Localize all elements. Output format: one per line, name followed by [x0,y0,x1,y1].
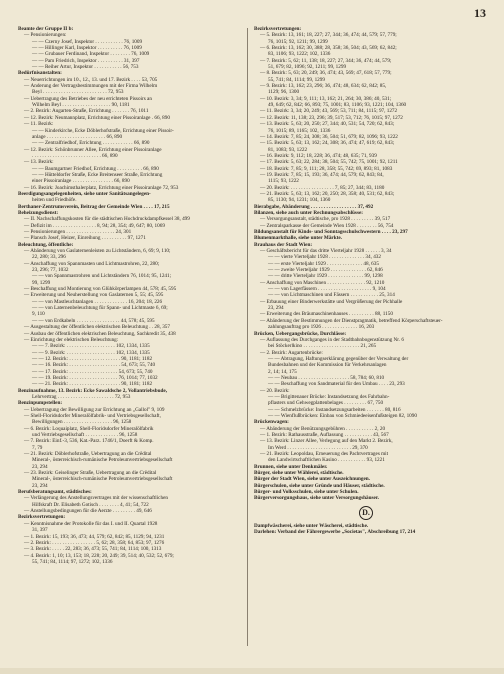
index-entry: — 6. Bezirk: 13, 162; 30, 388; 28, 358; 36, 504; 43, 569; 62, 842; [260,45,397,52]
index-entry: — Versorgungsanstalt, städtische, pro 1928 . . . . . . . . . 39, 517 [260,216,391,223]
index-heading: Bierabgabe, Abänderung . . . . . . . . . . . . . . . . . . 37, 492 [254,203,374,210]
index-entry: — Kenntnisnahme der Protokolle für das I. und II. Quartal 1928 [24,520,158,527]
index-heading: Benzinaufnahme, 13. Bezirk: Ecke Sawaldsche 2, Vollantriebsbude, [18,387,168,394]
index-entry: — 4. Bezirk: 1, 10; 13, 153; 18, 228; 20, 249; 39, 514; 40, 532; 52, 679; [24,552,174,559]
index-entry: — Erweiterung und Neuherstellung von Gaslaternen 5, 55; 45, 595 [24,292,164,299]
index-entry: — — Abtragung, Haftungserklärung gegenüber der Verwaltung der [268,355,409,362]
index-entry: Beyl . . . . . . . . . . . . . . . . . . . . . . . . . 72, 953 [32,89,124,96]
index-entry: 51, 679; 82, 1096; 92, 1211; 99, 1299 [268,64,347,71]
index-entry: zahlungsauftrag pro 1926 . . . . . . . . . . . . . . 16, 203 [268,324,375,331]
index-heading: Darlehen: Verband der Fährergewerbe „Societas", Abschreibung 17, 214 [254,529,416,536]
index-entry: 7, 79 [32,444,43,451]
index-entry: — 21. Bezirk: Döblerhofstraße, Uebertragung an die Crêdital [24,451,152,458]
index-heading: Brunnen, siehe unter Denkmäler. [254,463,328,470]
index-entry: — Verlängerung des Anstellungsvertrages mit der wissenschaftlichen [24,495,168,502]
index-entry: — 14. Bezirk: 7, 85; 24, 308; 36, 504; 51, 679; 82, 1096; 93, 1222 [260,133,398,140]
index-entry: — Ausgestaltung der öffentlichen elektrischen Beleuchtung . . 28, 357 [24,324,170,331]
index-entry: — Uebertragung der Bewilligung zur Errichtung an „Gallol" 9, 109 [24,406,165,413]
index-entry: — Anschaffung von Maschinen . . . . . . . . . . . . . . . 92, 1210 [260,279,385,286]
index-entry: — — von Lichtmaschinen und Fässern . . . . . . . . . . . 25, 314 [268,292,395,299]
index-entry: — 17. Bezirk: 5, 63; 22, 284; 38, 504; 55, 742; 75, 1001; 92, 1211 [260,159,398,166]
page-number: 13 [474,6,486,20]
index-entry: — 23. Bezirk: Geiselinger Straße, Uebertragung an die Crêdital [24,470,157,477]
index-entry: — — Czerny Josef, Inspektor . . . . . . . . . . . 76, 1009 [32,38,143,45]
index-entry: Lehrvertrag . . . . . . . . . . . . . . . . . . . . . . 72, 953 [32,393,131,400]
index-column-right [254,26,478,535]
index-entry: — Einrichtung der elektrischen Beleuchtung: [24,336,119,343]
index-heading: Beleuchtung, öffentliche: [18,241,74,248]
index-entry: — — von Laternenbeleuchtung für Spann- und Lichtmaste 6, 69; [32,305,168,312]
index-entry: — Auflassung des Durchganges in der Stadtbahnbogenstützung Nr. 6 [260,336,404,343]
index-entry: — — 7. Bezirk: . . . . . . . . . . . . . . . . . . . 102, 1334, 1335 [32,343,150,350]
index-entry: — — Hillinger Karl, Inspektor . . . . . . . . . . 76, 1009 [32,45,142,52]
index-entry: — Änderung der Vertragsbestimmungen mit der Firma Wilhelm [24,83,158,90]
index-entry: — — Wienflußbrücken: Einbau von Schmiedeeisenfußsteigen 82, 1090 [268,412,417,419]
index-entry: — — vierte Vierteljahr 1928 . . . . . . . . . . . . . . 34, 432 [268,254,381,261]
index-entry: — Abänderung der Benützungsgebühren . . . . . . . . . . . 2, 20 [260,425,386,432]
index-heading: Bildungsanstalt für Kinds- und Sonntagsschulschwestern . . . . 23, 297 [254,229,408,235]
index-entry: — Plansch Josef, Heizer, Einreihung . . . . . . . . . . 97, 1271 [24,235,146,242]
index-entry: — 13. Bezirk: 5, 63; 20, 250; 27, 344; 40, 531; 54, 720; 62, 843; [260,121,395,128]
index-entry: — 16. Bezirk: Joachimsthalerplatz, Errichtung einer Pissoiranlage 72, 953 [24,184,179,191]
index-entry: — 1. Bezirk: 15, 193; 36, 473; 44, 579; 62, 842; 85, 1129; 94, 1231 [24,533,165,540]
index-entry: einer Pissoiranlage . . . . . . . . . . . . . . . . 66, 890 [32,178,130,185]
index-entry: — Erbauung einer Binderwerkstätte und Vergrößerung der Pichhalle [260,298,403,305]
index-heading: Beheizungsdienst: [18,209,59,216]
index-entry: — — Zentralfriedhof, Errichtung . . . . . . . . . . . . 66, 890 [32,140,150,147]
index-heading: Bürger- und Volksschulen, siehe unter Schulen. [254,489,359,496]
index-entry: — — Reiher Artur, Inspektor . . . . . . . . . . . 56, 753 [32,64,139,71]
index-heading: Beamte der Gruppe II b: [18,26,74,32]
index-entry: 99, 1299 [32,279,51,286]
index-entry: — 18. Bezirk: 7, 85; 9, 111; 28, 358; 55, 742; 69, 893; 81, 1083 [260,165,393,172]
index-entry: — — Kinderkirche, Ecke Döblerhofstraße, Errichtung einer Pissoir- [32,127,174,134]
index-entry: — Abänderung von Gaslaternenleisten zu Lichtständern, 6, 69; 9, 110; [24,248,171,255]
index-entry: — 1. Bezirk: Rathausstraße, Auflassung . . . . . . . . . . . 43, 567 [260,432,389,438]
index-entry: — Pensionierungen: [24,32,67,39]
index-entry: — Ausbau der öffentlichen elektrischen Beleuchtung, Sachkredit 35, 438 [24,330,176,337]
index-entry: — 15. Bezirk: 5, 63; 13, 162; 24, 308; 36, 474; 47, 619; 62, 843; [260,140,395,147]
index-entry: — — 12. Bezirk: . . . . . . . . . . . . . . . . . . . . 90, 1181; 1182 [32,355,153,362]
index-entry: 1129; 96, 1300 [268,89,300,96]
index-entry: Wilhelm Beyl . . . . . . . . . . . . . . . . . . . 90, 1181 [32,102,130,109]
index-entry: — Pensionierungen . . . . . . . . . . . . . . . . . . . 24, 301 [24,229,132,235]
index-entry: 76, 1015; 92, 1211; 99, 1299 [268,38,328,45]
index-entry: — — 16. Bezirk: . . . . . . . . . . . . . . . . . . . . 54, 673; 55, 740 [32,362,156,369]
index-heading: Bezirksvertretungen: [18,514,66,521]
index-entry: — — 17. Bezirk: . . . . . . . . . . . . . . . . . . . 54, 673; 55, 740 [32,368,153,375]
index-entry: — — von Mastleuchtanlagen . . . . . . . . . . . . . 16, 204; 18, 226 [32,298,163,305]
index-entry: — — zweite Vierteljahr 1929 . . . . . . . . . . . . . . 62, 846 [268,267,383,274]
index-entry: — Abänderung der Bestimmungen der Dienstpragmatik, betreffend Körperschaftsteuer- [260,317,443,324]
index-entry: — — von Lagerfässern . . . . . . . . . . . . . . . . . . . . . 9, 104 [268,286,386,293]
index-entry: Im Werd . . . . . . . . . . . . . . . . . . . . . . . . . 29, 370 [268,444,368,451]
index-entry: — 10. Bezirk: 3, 34; 9, 111; 13, 162; 21, 264; 30, 386; 40, 531; [260,95,392,102]
index-entry: 85, 1130; 94, 1231; 104, 1360 [268,197,331,204]
index-entry: 23, 294 [268,305,284,312]
index-entry: — Anschaffung von Spannmasten und Lichtmastrohren, 22, 280; [24,260,160,267]
index-entry: 49, 649; 62, 842; 66, 893; 75, 1001; 83, 1106; 93, 1221; 104, 1360 [268,102,407,109]
index-entry: — 6. Bezirk: Loquaiplatz, Shell-Floridsdorfer Mineralölfabrik [24,425,154,432]
index-entry: den Landwirtschaftlichen Kasino . . . . . . . . . . . 93, 1221 [268,457,385,464]
index-entry: — 2. Bezirk: Augartenbrücke: [260,349,323,356]
index-heading: Bilanzen, siehe auch unter Rechnungsabschlüsse: [254,209,364,216]
index-heading: Bürgerversorgungshaus, siehe unter Versorgungshäuser. [254,495,379,502]
index-entry: — 16. Bezirk: 9, 112; 18, 228; 36, 474; 48, 635; 71, 939 [260,152,377,159]
index-entry: — — Pam Friedrich, Inspektor . . . . . . . . . . 31, 397 [32,57,140,64]
index-entry: — 9. Bezirk: 13, 162; 23, 296; 36, 474; 48, 634; 62, 842; 85, [260,83,387,90]
index-entry: — Erweiterung des Bräumaschinenhauses . . . . . . . . . . 88, 1150 [260,311,393,318]
index-entry: bei Stöckerlkino . . . . . . . . . . . . . . . . . . . . . . 21, 265 [268,343,377,350]
index-entry: 55, 741; 84, 1114; 97, 1272; 102, 1336 [32,558,113,565]
index-heading: Bürger, siehe unter Wählerei, städtische. [254,470,344,477]
index-entry: — — Baumgartner Friedhof, Errichtung . . . . . . . . . . 66, 890 [32,165,159,172]
index-entry: — 2. Bezirk: Augarten-Straße, Errichtung . . . . . . . 76, 1011 [24,108,149,115]
index-entry: — 7. Bezirk: Einf.-3, 536, Kat.-Parz. 1746/1, Doerft & Komp. [24,438,154,445]
index-entry: — — Grubauer Ferdinand, Inspektor . . . . . . . . 76, 1009 [32,51,150,58]
index-entry: — 19. Bezirk: 7, 85; 15, 193; 36, 474; 44, 579; 62, 843; 84, [260,171,384,178]
index-entry: — II. Nachschaffungskosten für die städtischen Hochdruckdampfkessel 38, 499 [24,216,190,223]
index-entry: — 21. Bezirk: Leopoldau, Erneuerung des Pachtvertrages mit [260,451,389,458]
index-entry: 55, 741; 84, 1114; 99, 1299 [268,76,325,83]
index-entry: — Shell-Floridsdorfer Mineralölfabrik- und Vertriebsgesellschaft, [24,412,161,419]
index-entry: — — von Spannmastrohren und Lichtständern 76, 1014; 95, 1241; [32,273,172,280]
index-entry: — — Neubau . . . . . . . . . . . . . . . . . . . . 58, 784; 60, 810 [268,374,385,381]
index-entry: 1115; 93, 1222 [268,178,299,185]
index-entry: heiten und Friedhöfe. [32,197,77,204]
index-heading: Brücken, Uebergangsbrücke, Durchlässe: [254,330,347,337]
index-heading: Dampfwäscherei, siehe unter Wäscherei, städtische. [254,522,369,529]
index-entry: — Neuerrichtungen im 10., 12., 13. und 17. Bezirk . . . . 53, 705 [24,76,158,83]
index-heading: Bedürfnisanstalten: [18,70,62,77]
index-entry: — — erste Vierteljahr 1929 . . . . . . . . . . . . . . 48, 635 [268,260,379,267]
index-entry: Bewilligungen . . . . . . . . . . . . . . . . . . . 96, 1258 [32,419,132,426]
index-heading: Bürgerschulen, siehe unter Gründe und Häuser, städtische. [254,482,385,489]
index-entry: 81, 1083; 93, 1222 [268,146,308,153]
index-entry: 23, 294 [32,463,48,470]
index-heading: Blumenmarkthalle, siehe unter Märkte. [254,235,342,242]
index-entry: 2, 14; 14, 175 [268,368,297,375]
index-entry: — 12. Bezirk: Neumannplatz, Errichtung einer Pissoiranlage . 66, 890 [24,114,170,121]
index-entry: — 11. Bezirk: [24,121,54,128]
index-entry: — — von Erdkabeln . . . . . . . . . . . . . . . . . 44, 578; 45, 595 [32,317,155,324]
index-entry: — Anstellungsbedingungen für die Aerzte . . . . . . . . . 49, 646 [24,508,152,515]
index-heading: Benzinpumpstellen: [18,400,63,407]
index-entry: — Geschäftsbericht für das dritte Vierteljahr 1928 . . . . . . 3, 34 [260,248,392,255]
index-entry: — — 9. Bezirk: . . . . . . . . . . . . . . . . . . . 102, 1334, 1335 [32,349,150,356]
index-heading: Beerdigungsangelegenheiten, siehe unter Sanitätsangelegen- [18,190,151,197]
index-entry: Hilfskraft Dr. Elisabeth Gotisch . . . . . . . . 4, 41; 54, 722 [32,501,149,508]
index-entry: — — 19. Bezirk: . . . . . . . . . . . . . . . . . . . 76, 1014; 77, 1032 [32,374,158,381]
index-entry: — — dritte Vierteljahr 1929 . . . . . . . . . . . . . . 99, 1298 [268,273,383,280]
index-entry: — — Schmelzbrücke: Instandsetzungsarbeiten . . . . . . . 80, 816 [268,406,401,413]
index-entry: 23, 294 [32,482,48,489]
index-entry: — 8. Bezirk: 5, 63; 20, 249; 36, 474; 43, 569; 47, 618; 57, 779; [260,70,392,77]
index-entry: pflasters und Gehwegplattenbelages . . . . . . . . . 67, 750 [268,400,384,407]
section-letter-emblem: D. [359,506,373,520]
index-entry: Mineral-, österreichisch-rumänische Petroleumvertriebsgesellschaft [32,476,173,483]
index-entry: — 12. Bezirk: 11, 138; 23, 296; 39, 517; 53, 712; 76, 1015; 97, 1272 [260,114,403,121]
index-entry: — 11. Bezirk: 3, 34; 20, 249; 43, 569; 53, 711; 84, 1115; 97, 1272 [260,108,398,115]
index-entry: — 12. Bezirk: Schönbrunner Allee, Errichtung einer Pissoiranlage [24,146,162,153]
index-heading: Brückenwagen: [254,419,289,426]
index-entry: — 3. Bezirk: . . . . . 22, 283; 36, 473; 55, 741; 84, 1114; 100, 1313 [24,546,162,553]
index-entry: — 7. Bezirk: 5, 62; 11, 138; 18, 227; 27, 344; 36, 474; 44, 579; [260,57,392,64]
index-entry: 9, 110 [32,311,45,318]
index-entry: 76, 1015; 89, 1165; 102, 1336 [268,127,331,134]
index-entry: — — Hütteldorfer Straße, Ecke Breitenseer Straße, Errichtung [32,171,163,178]
index-entry: — — Beschaffung von Sandmaterial für den Umbau . . . . 23, 293 [268,381,405,388]
index-entry: — 5. Bezirk: 13, 161; 18, 227; 27, 344; 36, 474; 44, 579; 57, 779; [260,32,397,39]
index-entry: — 13. Bezirk: Linzer Allee, Verlegung auf den Markt 2. Bezirk, [260,438,393,445]
index-entry: 83, 1106; 93, 1222; 102, 1336 [268,51,331,58]
index-entry: Bundesbahnen und der Kommission für Verkehrsanlagen [268,362,387,369]
index-heading: Berthaner-Zentrumsverein, Beitrag der Gemeinde Wien . . . . 17, 215 [18,203,170,210]
index-entry: — Defizit im . . . . . . . . . . . . . . . . . 8, 94; 28, 354; 49, 647; 80, 1069 [24,222,165,229]
index-column-left [18,26,242,565]
index-heading: Bürger der Stadt Wien, siehe unter Auszeichnungen. [254,476,370,483]
index-entry: — 20. Bezirk: [260,387,290,394]
page-bottom-edge [0,668,504,674]
column-divider [247,28,248,646]
index-heading: Berufsberatungsamt, städtisches: [18,489,92,496]
index-entry: Mineral-, österreichisch-rumänische Petroleumvertriebsgesellschaft [32,457,173,464]
index-entry: — Beschaffung und Montierung von Glühkörperlampen 44, 578; 45, 595 [24,286,177,293]
index-entry: — — 21. Bezirk: . . . . . . . . . . . . . . . . . . . . 90, 1181; 1182 [32,381,153,388]
index-entry: — 21. Bezirk: 5, 63; 13, 162; 20, 250; 28, 358; 40, 531; 62, 843; [260,190,395,197]
index-heading: Bezirksvertretungen: [254,26,302,32]
index-entry: — 20. Bezirk: . . . . . . . . . . . . . . . . . 7, 85; 27, 344; 83, 1180 [260,184,385,191]
index-entry: — Uebertragung des Betriebes der neu errichteten Pissoirs an [24,95,152,102]
index-entry: anlage . . . . . . . . . . . . . . . . . . . . . . . 66, 890 [32,133,123,140]
index-entry: — — Brigittenauer Brücke: Instandsetzung des Fahrbahn- [268,393,390,400]
index-entry: — 13. Bezirk: [24,159,54,166]
index-entry: 22, 280; 33, 296 [32,254,66,261]
index-entry: 23, 296; 77, 1032 [32,267,69,274]
index-heading: Brauhaus der Stadt Wien: [254,241,313,248]
index-entry: . . . . . . . . . . . . . . . . . . . . . . . . . . . 66, 890 [32,152,118,159]
index-entry: — 2. Bezirk: . . . . . . . . . . . . . . . . . 5, 62; 28, 358; 64, 853; 97, 1276 [24,539,165,546]
index-entry: — Zentralsparkasse der Gemeinde Wien 1928 . . . . . . . . 56, 754 [260,222,394,229]
index-entry: 31, 397 [32,527,48,534]
index-entry: und Vertriebsgesellschaft . . . . . . . . . . . . . 96, 1258 [32,432,138,438]
